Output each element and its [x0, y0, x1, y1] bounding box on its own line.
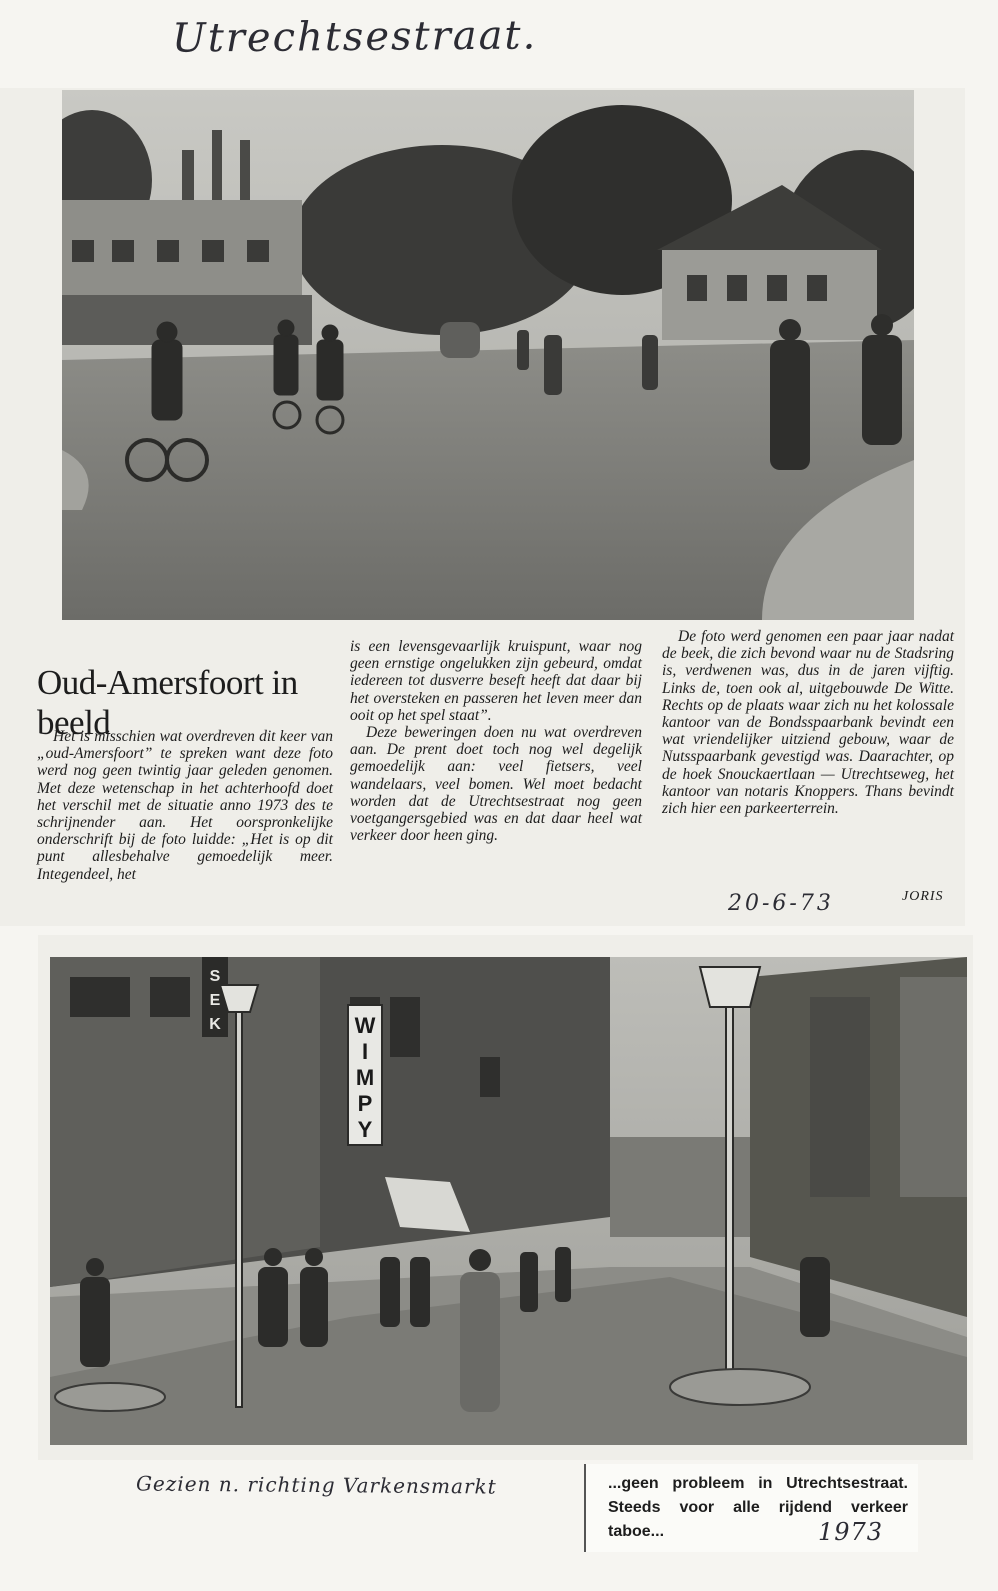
sign-letter: K [209, 1016, 221, 1033]
sign-letter: E [209, 992, 221, 1009]
article-headline: Oud-Amersfoort in beeld [37, 663, 298, 743]
photo-caption [584, 1464, 918, 1552]
photo-shopping-street [50, 957, 967, 1445]
sign-letter: M [355, 1065, 375, 1090]
article-paragraph: Deze beweringen doen nu wat overdreven aan. De prent doet toch nog wel degelijk gemoedelijk aan: veel fietsers, veel wandelaars, veel bomen. Wel moet bedacht worden dat de Utrechtsestraat nog geen voetgangersgebied was en dat daar heel wat verkeer door heen ging. [350, 724, 642, 845]
planter [670, 1369, 810, 1405]
sign-letter: P [357, 1091, 373, 1116]
sign-letter: S [209, 968, 221, 985]
sign-letter: I [361, 1039, 369, 1064]
article-column-2 [350, 638, 642, 844]
article-paragraph: De foto werd genomen een paar jaar nadat de beek, die zich bevond waar nu de Stadsring is, verdwenen was, dus in de jaren vijftig. Links de, toen ook al, uitgebouwde De Witte. Rechts op de plaats waar zich nu het kolossale kantoor van de Bondsspaarbank bevindt een wat vriendelijker uitziend gebouw, waar de Nutsspaarbank gevestigd was. Daarachter, op de hoek Snouckaertlaan — Utrechtseweg, het kantoor van notaris Knoppers. Thans bevindt zich hier een parkeerterrein. [662, 628, 954, 818]
handwritten-date: 20-6-73 [728, 891, 834, 916]
article-byline: JORIS [902, 889, 944, 904]
article-column-1 [37, 728, 333, 883]
handwritten-year: 1973 [818, 1518, 884, 1546]
pedestrian [770, 319, 810, 470]
photo-crossroads [62, 90, 914, 620]
svg-text:SEK [209, 968, 221, 1033]
article-paragraph: Het is misschien wat overdreven dit keer van „oud-Amersfoort” te spreken want deze foto werd nog geen twintig jaar geleden genomen. Met deze wetenschap in het achterhoofd doet het verschil met de situatie anno 1973 des te schrijnender aan. Het oorspronkelijke onderschrift bij de foto luidde: „Het is op dit punt allesbehalve gemoedelijk meer. Integendeel, het [37, 728, 333, 883]
sign-letter: Y [357, 1117, 373, 1142]
wimpy-sign [348, 1005, 382, 1145]
handwritten-note: Gezien n. richting Varkensmarkt [135, 1471, 497, 1499]
article-column-3 [662, 628, 954, 817]
article-paragraph: is een levensgevaarlijk kruispunt, waar nog geen ernstige ongelukken zijn gebeurd, omdat iedereen tot dusverre beseft heeft dat daar bij het oversteken en passeren het leven meer dan ooit op het spel staat”. [350, 638, 642, 724]
caption-text: ...geen probleem in Utrechtsestraat. Steeds voor alle rijdend verkeer taboe... [608, 1475, 908, 1540]
car [440, 322, 480, 358]
handwritten-title: Utrechtsestraat. [171, 12, 538, 62]
sign-letter: W [354, 1013, 376, 1038]
